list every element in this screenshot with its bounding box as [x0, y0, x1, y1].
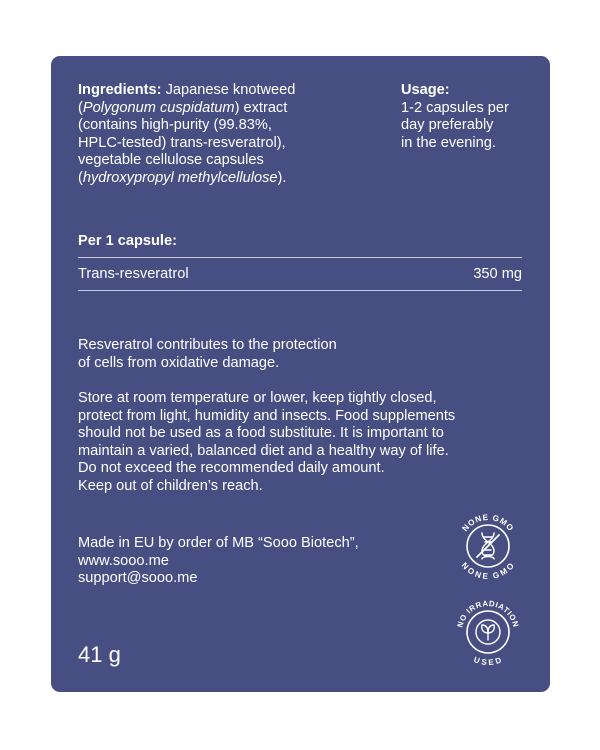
- none-gmo-badge: [453, 511, 523, 581]
- ingredients-text: (: [78, 99, 83, 116]
- storage-warnings: [78, 390, 538, 495]
- storage-line: Do not exceed the recommended daily amount.: [78, 460, 385, 476]
- ingredients-text: ) extract: [234, 99, 288, 116]
- usage-line: in the evening.: [401, 134, 496, 151]
- leaf-icon: [476, 620, 500, 644]
- claim-line: of cells from oxidative damage.: [78, 354, 280, 371]
- ingredients-text: HPLC-tested) trans-resveratrol),: [78, 134, 286, 151]
- latin-name: hydroxypropyl methylcellulose: [82, 169, 278, 186]
- label-card: [51, 56, 550, 692]
- usage-block: [401, 82, 536, 152]
- table-divider: [78, 257, 522, 258]
- ingredients-text: ).: [277, 169, 287, 186]
- ingredients-text: (contains high-purity (99.83%,: [78, 117, 272, 133]
- support-email: support@sooo.me: [78, 570, 198, 586]
- storage-line: should not be used as a food substitute. It is important to: [78, 425, 444, 441]
- storage-line: Store at room temperature or lower, keep tightly closed,: [78, 390, 437, 406]
- manufacturer-line: Made in EU by order of MB “Sooo Biotech”,: [78, 535, 359, 551]
- badge-bottom-text: NONE GMO: [459, 560, 516, 581]
- health-claim: [78, 337, 408, 372]
- svg-text:NONE GMO: [460, 513, 515, 533]
- ingredients-text: (: [78, 169, 83, 186]
- per-capsule-title: Per 1 capsule:: [78, 233, 177, 249]
- usage-line: 1-2 capsules per: [401, 99, 509, 116]
- usage-label: Usage:: [401, 82, 450, 98]
- table-divider: [78, 290, 522, 291]
- net-weight: 41 g: [78, 642, 121, 667]
- svg-text:USED: [473, 655, 504, 667]
- usage-line: day preferably: [401, 117, 494, 133]
- website-link: www.sooo.me: [78, 552, 169, 569]
- ingredients-text: vegetable cellulose capsules: [78, 152, 264, 168]
- storage-line: protect from light, humidity and insects. Food supplements: [78, 407, 456, 424]
- svg-text:NO IRRADIATION: [455, 599, 520, 629]
- claim-line: Resveratrol contributes to the protection: [78, 337, 337, 353]
- nutrient-name: Trans-resveratrol: [78, 266, 189, 282]
- ingredients-label: Ingredients:: [78, 82, 162, 98]
- badge-top-text: NO IRRADIATION: [455, 598, 521, 629]
- storage-line: Keep out of children’s reach.: [78, 477, 263, 494]
- dna-icon: [477, 533, 499, 559]
- badge-bottom-text: USED: [472, 654, 504, 667]
- badge-top-text: NONE GMO: [460, 512, 516, 534]
- storage-line: maintain a varied, balanced diet and a healthy way of life.: [78, 442, 449, 459]
- ingredients-text: Japanese knotweed: [161, 82, 296, 98]
- svg-text:NONE GMO: [460, 561, 516, 581]
- nutrient-row: [78, 266, 522, 282]
- ingredients-block: [78, 82, 378, 187]
- nutrient-amount: 350 mg: [473, 266, 522, 282]
- no-irradiation-badge: [453, 597, 523, 667]
- manufacturer-info: [78, 535, 418, 588]
- latin-name: Polygonum cuspidatum: [82, 99, 235, 116]
